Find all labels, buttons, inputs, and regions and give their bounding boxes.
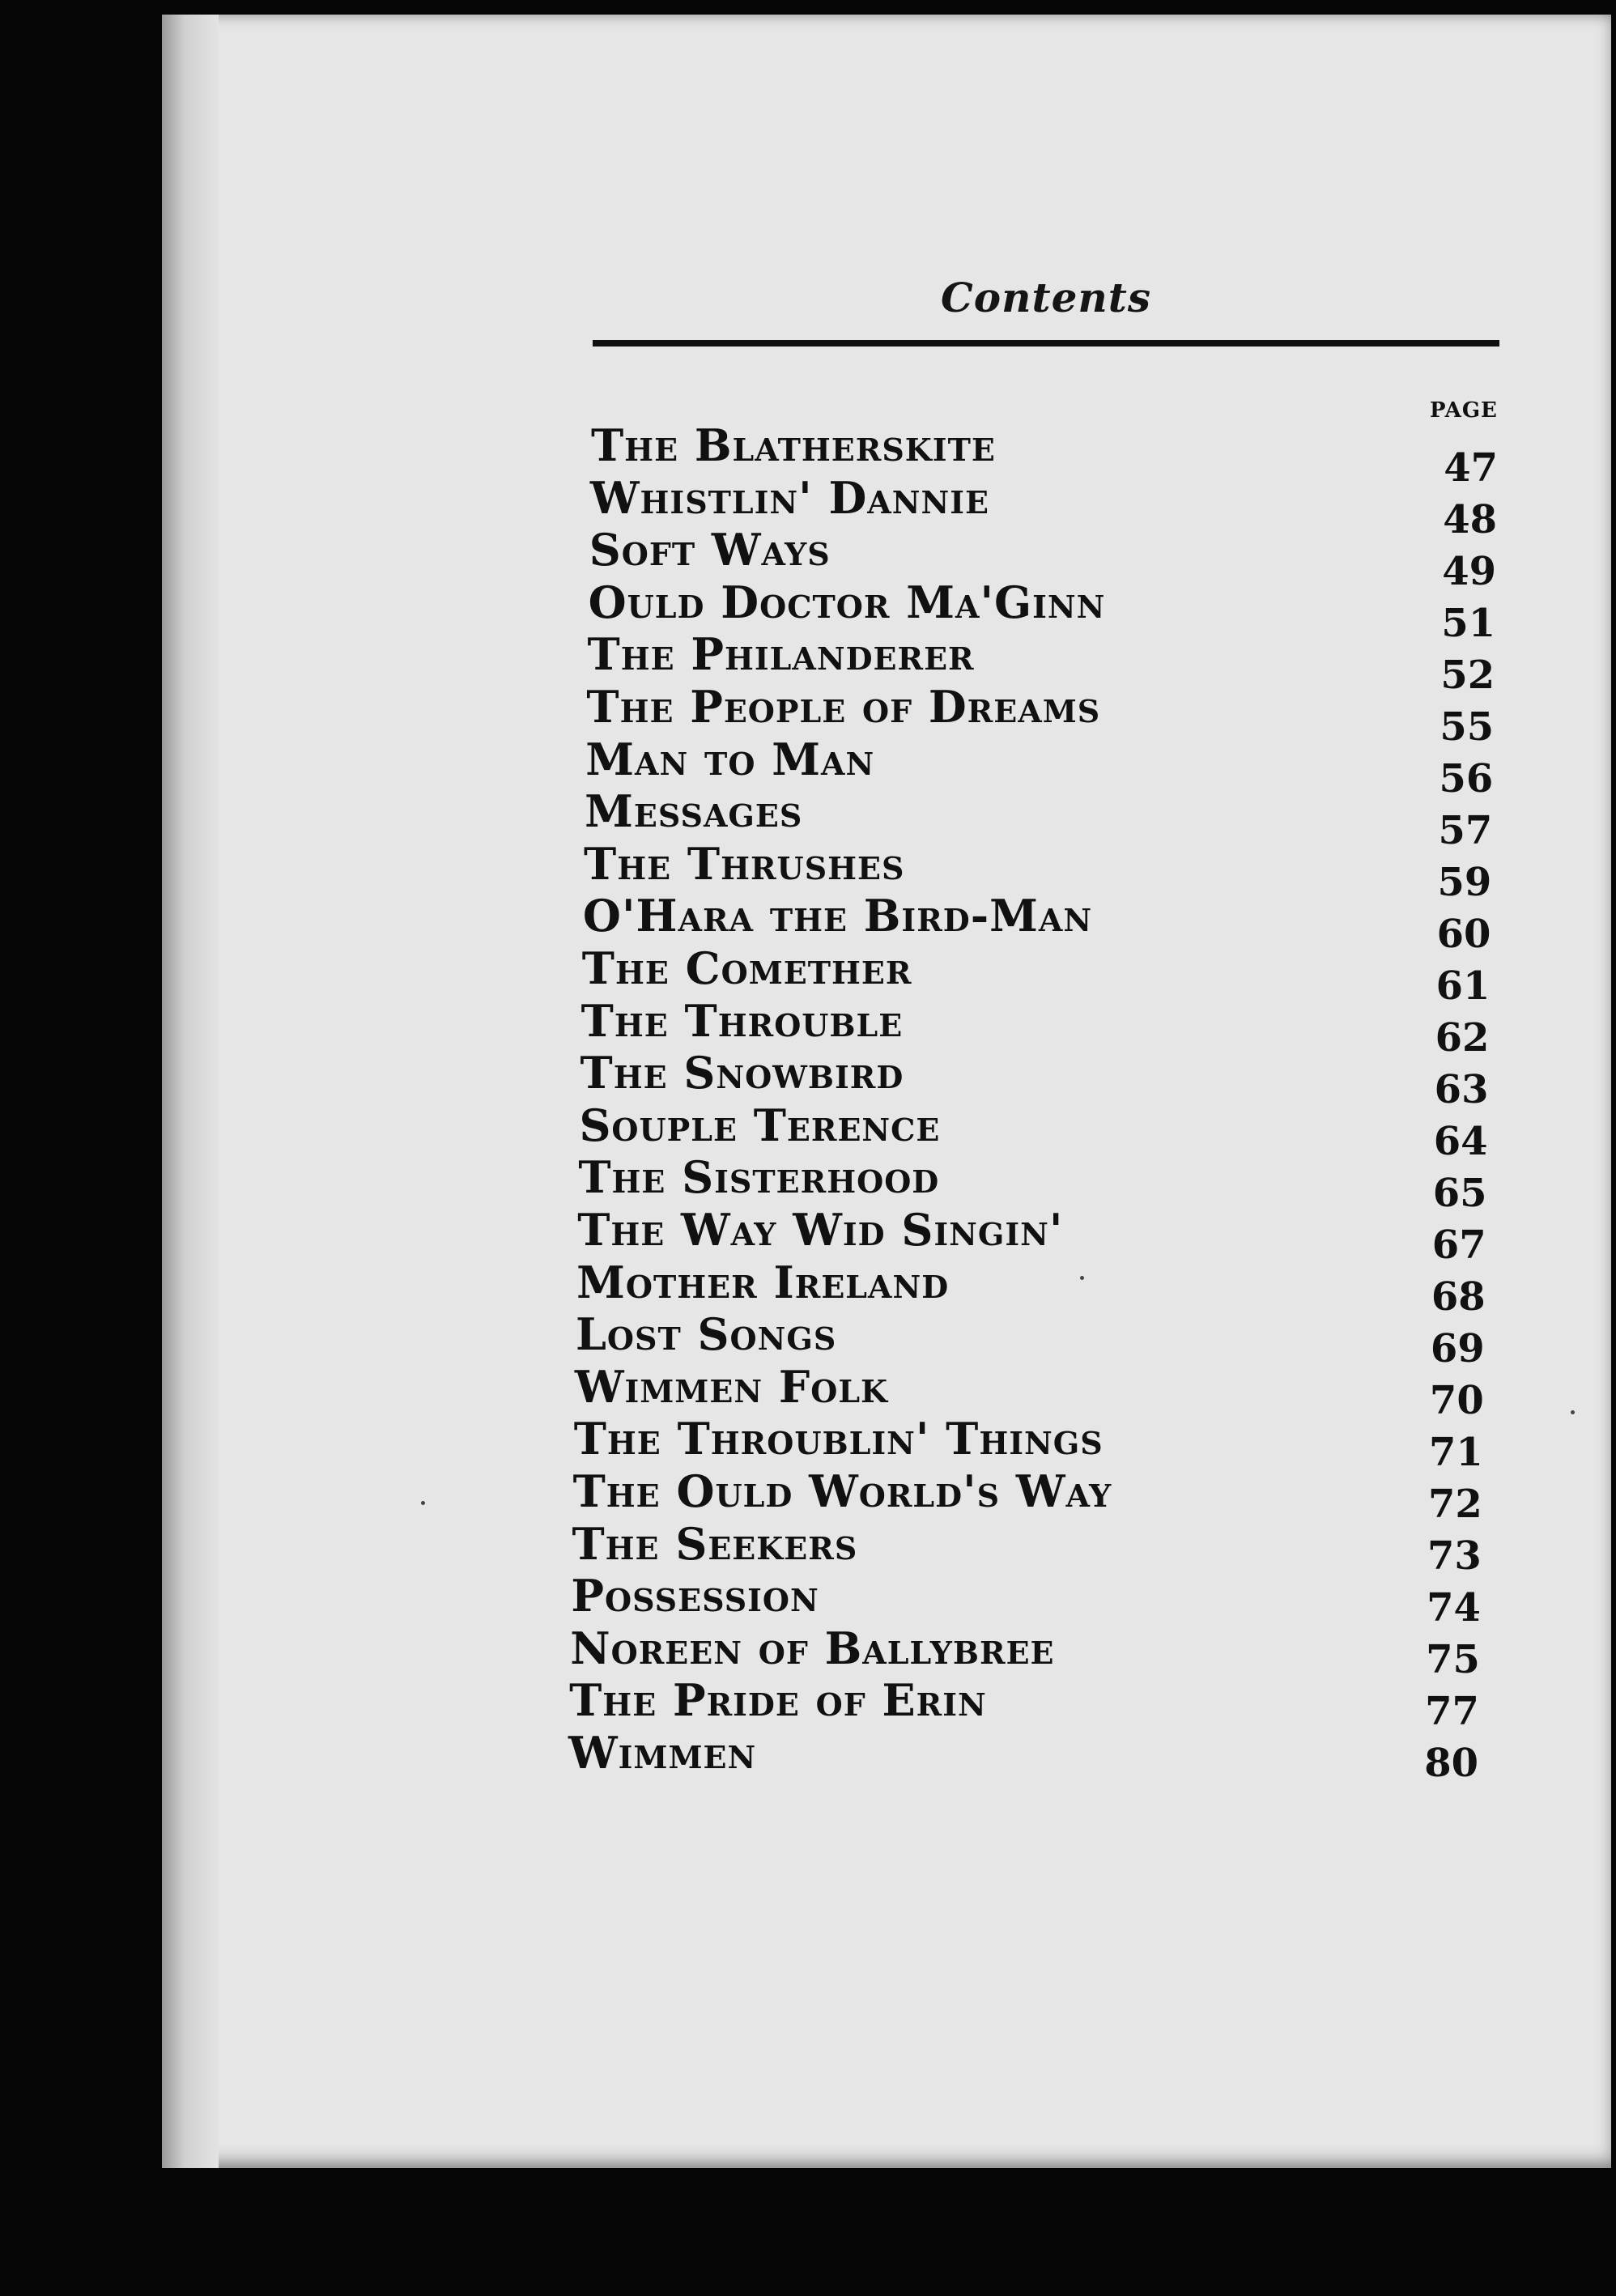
contents-entry-title: The People of Dreams (586, 681, 1101, 733)
contents-entry-page: 68 (1431, 1274, 1486, 1320)
contents-entry-title: The Thrushes (584, 837, 905, 890)
contents-entry-title: Noreen of Ballybree (570, 1622, 1055, 1674)
contents-entry-title: The Blatherskite (591, 419, 996, 471)
contents-entry-title: Messages (585, 785, 803, 838)
contents-entry-page: 73 (1427, 1533, 1482, 1579)
contents-entry-page: 63 (1434, 1067, 1489, 1112)
contents-entry-title: The Throuble (580, 994, 904, 1047)
contents-entry-page: 59 (1437, 860, 1492, 905)
contents-entry-title: The Sisterhood (578, 1151, 940, 1204)
contents-entry-title: The Snowbird (580, 1047, 904, 1099)
page-speck (1080, 1276, 1084, 1280)
contents-entry-title: Wimmen Folk (574, 1360, 889, 1413)
contents-entry-page: 67 (1431, 1222, 1486, 1268)
contents-entry-page: 52 (1440, 653, 1495, 698)
contents-entry-page: 64 (1433, 1119, 1488, 1164)
page-speck (1571, 1410, 1575, 1414)
contents-entry-page: 80 (1424, 1741, 1478, 1786)
contents-entry-title: Soft Ways (589, 524, 831, 576)
contents-entry-title: Wimmen (568, 1727, 757, 1779)
contents-entry-title: The Way Wid Singin' (577, 1204, 1064, 1256)
contents-entry-title: The Comether (581, 942, 912, 994)
contents-entry-page: 55 (1440, 704, 1495, 750)
contents-entry-title: Whistlin' Dannie (589, 471, 989, 524)
contents-entry-page: 51 (1441, 601, 1496, 646)
contents-entry-title: The Philanderer (587, 628, 975, 681)
contents-entry-page: 61 (1435, 963, 1491, 1009)
contents-entry-page: 47 (1444, 445, 1498, 491)
page-speck (421, 1501, 425, 1505)
contents-entry-title: The Pride of Erin (569, 1674, 987, 1727)
contents-entry-title: The Seekers (572, 1517, 858, 1570)
contents-entry-page: 48 (1443, 497, 1498, 542)
contents-entry-page: 60 (1436, 912, 1491, 957)
contents-entry-title: The Ould World's Way (572, 1465, 1112, 1517)
contents-entry-page: 62 (1435, 1015, 1490, 1061)
contents-entry-page: 71 (1428, 1430, 1483, 1475)
contents-entry-page: 57 (1438, 808, 1493, 853)
contents-entry-page: 56 (1439, 756, 1494, 801)
contents-entry-page: 72 (1428, 1482, 1482, 1527)
contents-entry-title: Souple Terence (579, 1099, 941, 1151)
contents-entry-page: 65 (1432, 1171, 1487, 1216)
contents-entry-title: O'Hara the Bird-Man (582, 890, 1093, 942)
contents-entry-title: Lost Songs (575, 1308, 837, 1361)
contents-entry-page: 70 (1429, 1378, 1484, 1423)
contents-entry-page: 75 (1426, 1637, 1480, 1682)
contents-entry-page: 74 (1427, 1585, 1481, 1631)
contents-entry-title: Mother Ireland (576, 1256, 950, 1308)
contents-entry-page: 77 (1425, 1689, 1479, 1734)
contents-entry-title: Man to Man (585, 733, 875, 785)
contents-entry-title: Ould Doctor Ma'Ginn (588, 576, 1106, 628)
page-column-label: PAGE (1430, 398, 1498, 423)
contents-heading: Contents (940, 274, 1151, 321)
contents-entry-page: 69 (1430, 1326, 1485, 1371)
contents-entry-title: Possession (571, 1570, 819, 1622)
contents-entry-page: 49 (1442, 549, 1497, 594)
contents-entry-title: The Throublin' Things (573, 1413, 1104, 1465)
